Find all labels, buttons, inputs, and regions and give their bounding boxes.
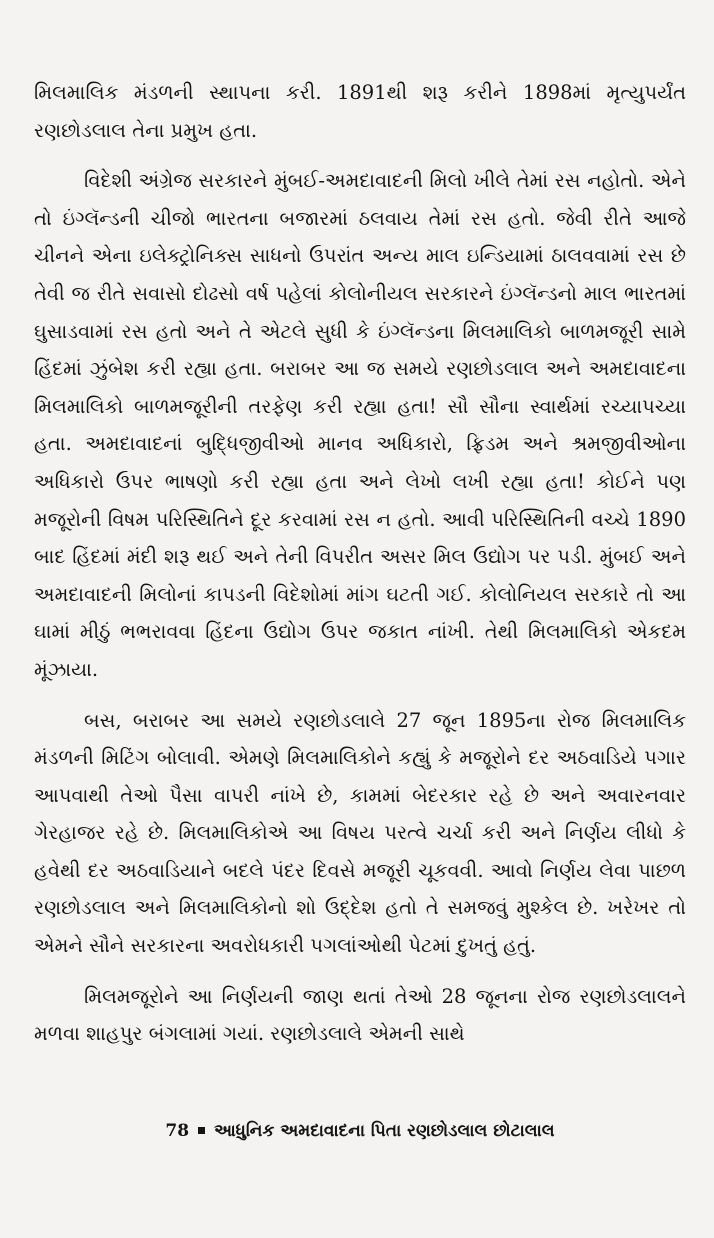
paragraph-2: વિદેશી અંગ્રેજ સરકારને મુંબઈ-અમદાવાદની મિલો ખીલે તેમાં રસ નહોતો. એને તો ઇંગ્લૅન્ડની ચીજો ભારતના બજારમાં ઠલવાય તેમાં રસ હતો. જેવી રીતે આજે ચીનને એના ઇલેક્ટ્રોનિક્સ સાધનો ઉપરાંત અન્ય માલ ઇન્ડિયામાં ઠાલવવામાં રસ છે તેવી જ રીતે સવાસો દોઢસો વર્ષ પહેલાં કોલોનીયલ સરકારને ઇંગ્લૅન્ડનો માલ ભારતમાં ઘુસાડવામાં રસ હતો અને તે એટલે સુધી કે ઇંગ્લૅન્ડના મિલમાલિકો બાળમજૂરી સામે હિંદમાં ઝુંબેશ કરી રહ્યા હતા. બરાબર આ જ સમયે રણછોડલાલ અને અમદાવાદના મિલમાલિકો બાળમજૂરીની તરફેણ કરી રહ્યા હતા! સૌ સૌના સ્વાર્થમાં રચ્યાપચ્યા હતા. અમદાવાદનાં બુદ્ધિજીવીઓ માનવ અધિકારો, ફ્રિડમ અને શ્રમજીવીઓના અધિકારો ઉપર ભાષણો કરી રહ્યા હતા અને લેખો લખી રહ્યા હતા! કોઈને પણ મજૂરોની વિષમ પરિસ્થિતિને દૂર કરવામાં રસ ન હતો. આવી પરિસ્થિતિની વચ્ચે 1890 બાદ હિંદમાં મંદી શરૂ થઈ અને તેની વિપરીત અસર મિલ ઉદ્યોગ પર પડી. મુંબઈ અને અમદાવાદની મિલોનાં કાપડની વિદેશોમાં માંગ ઘટતી ગઈ. કોલોનિયલ સરકારે તો આ ઘામાં મીઠું ભભરાવવા હિંદના ઉદ્યોગ ઉપર જકાત નાંખી. તેથી મિલમાલિકો એકદમ મૂંઝાયા. [34, 169, 686, 681]
page-number: 78 [165, 1121, 190, 1141]
running-title: આધુનિક અમદાવાદના પિતા રણછોડલાલ છોટાલાલ [214, 1121, 555, 1141]
bullet-separator-icon [198, 1127, 205, 1134]
page-body [34, 74, 686, 1053]
paragraph-4: મિલમજૂરોને આ નિર્ણયની જાણ થતાં તેઓ 28 જૂનના રોજ રણછોડલાલને મળવા શાહપુર બંગલામાં ગયાં. રણછોડલાલે એમની સાથે [34, 984, 686, 1046]
page-footer [34, 1121, 686, 1141]
paragraph-1: મિલમાલિક મંડળની સ્થાપના કરી. 1891થી શરૂ કરીને 1898માં મૃત્યુપર્યંત રણછોડલાલ તેના પ્રમુખ હતા. [34, 81, 686, 142]
paragraph-3: બસ, બરાબર આ સમયે રણછોડલાલે 27 જૂન 1895ના રોજ મિલમાલિક મંડળની મિટિંગ બોલાવી. એમણે મિલમાલિકોને કહ્યું કે મજૂરોને દર અઠવાડિયે પગાર આપવાથી તેઓ પૈસા વાપરી નાંખે છે, કામમાં બેદરકાર રહે છે અને અવારનવાર ગેરહાજર રહે છે. મિલમાલિકોએ આ વિષય પરત્વે ચર્ચા કરી અને નિર્ણય લીધો કે હવેથી દર અઠવાડિયાને બદલે પંદર દિવસે મજૂરી ચૂકવવી. આવો નિર્ણય લેવા પાછળ રણછોડલાલ અને મિલમાલિકોનો શો ઉદ્દેશ હતો તે સમજવું મુશ્કેલ છે. ખરેખર તો એમને સૌને સરકારના અવરોધકારી પગલાંઓથી પેટમાં દુખતું હતું. [34, 708, 686, 958]
